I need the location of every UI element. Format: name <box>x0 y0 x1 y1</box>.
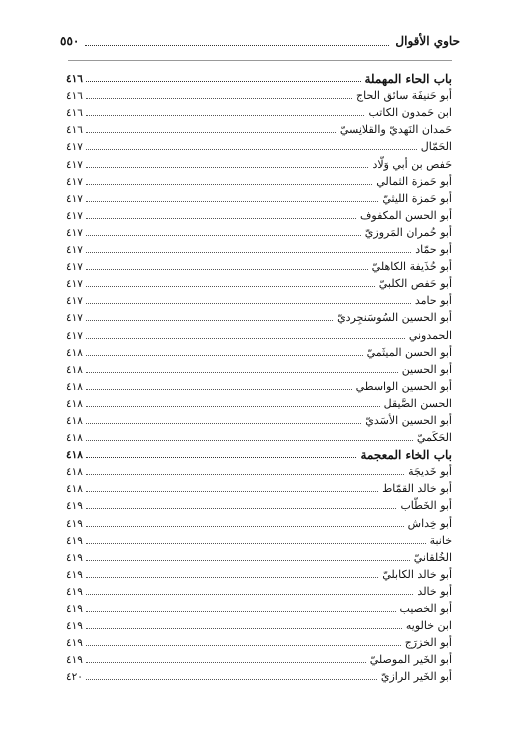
entry-title: أبو الخَير الموصليّ <box>369 653 452 667</box>
entry-page: ٤١٨ <box>66 363 83 376</box>
dot-leader <box>86 526 404 527</box>
index-entry <box>66 667 452 684</box>
entry-title: أبو حَمزة الليثيّ <box>382 191 452 205</box>
index-entry <box>66 240 452 257</box>
entry-title: أبو حَفص الكلبيّ <box>378 277 452 291</box>
dot-leader <box>86 491 378 492</box>
entry-title: أبو خالد الكابليّ <box>382 567 452 581</box>
index-entry <box>66 428 452 445</box>
entry-title: أبو حُذَيفة الكاهليّ <box>371 260 452 274</box>
index-entry <box>66 308 452 325</box>
dot-leader <box>86 286 375 287</box>
entry-page: ٤١٩ <box>66 517 83 530</box>
entry-page: ٤١٧ <box>66 158 83 171</box>
entry-title: أبو الحسين السُوسَنجِرديّ <box>337 311 452 325</box>
entry-page: ٤١٧ <box>66 244 83 257</box>
entry-page: ٤١٦ <box>66 124 83 137</box>
index-entry <box>66 411 452 428</box>
dot-leader <box>86 406 380 407</box>
entry-page: ٤١٩ <box>66 585 83 598</box>
entry-title: باب الحاء المهملة <box>364 72 452 87</box>
index-entry <box>66 616 452 633</box>
entry-page: ٤١٩ <box>66 603 83 615</box>
section-heading <box>66 69 452 86</box>
dot-leader <box>86 167 369 168</box>
entry-title: أبو حامد <box>414 294 452 308</box>
index-entry <box>66 120 452 137</box>
index-entry <box>66 274 452 291</box>
dot-leader <box>86 628 402 629</box>
entry-title: أبو خَديجَة <box>408 465 452 479</box>
entry-page: ٤١٩ <box>66 620 83 633</box>
entry-title: أبو الحسن المكفوف <box>360 208 452 222</box>
dot-leader <box>86 98 352 99</box>
index-entry <box>66 650 452 667</box>
entry-title: أبو حُمران المَروزيّ <box>364 225 452 239</box>
dot-leader <box>86 543 426 544</box>
entry-page: ٤١٨ <box>66 397 83 410</box>
book-title: حاوي الأقوال <box>395 34 460 48</box>
index-entry <box>66 565 452 582</box>
index-entry <box>66 496 452 513</box>
entry-title: أبو حَمزة الثمالي <box>376 174 452 188</box>
entry-title: باب الخاء المعجمة <box>360 448 452 463</box>
entry-title: أبو الحسين الواسطي <box>355 379 452 393</box>
entry-page: ٤٢٠ <box>66 671 83 684</box>
dot-leader <box>86 645 401 646</box>
entry-title: أبو الحسين <box>401 362 452 376</box>
dot-leader <box>86 115 365 116</box>
index-entry <box>66 360 452 377</box>
entry-page: ٤١٩ <box>66 568 83 581</box>
index-entry <box>66 462 452 479</box>
index-entry <box>66 223 452 240</box>
dot-leader <box>86 508 397 509</box>
entry-title: حَمدان النَهديّ والقلانِسيّ <box>339 123 452 137</box>
dot-leader <box>86 184 372 185</box>
entry-page: ٤١٨ <box>66 483 83 496</box>
entry-title: الحَمّال <box>420 140 452 154</box>
entry-page: ٤١٧ <box>66 278 83 291</box>
dot-leader <box>86 235 361 236</box>
index-entry <box>66 189 452 206</box>
index-entry <box>66 137 452 154</box>
entry-page: ٤١٨ <box>66 346 83 359</box>
entry-page: ٤١٨ <box>66 449 83 462</box>
entry-title: أبو خالد القمّاط <box>382 482 452 496</box>
index-entry <box>66 325 452 342</box>
entry-page: ٤١٨ <box>66 466 83 479</box>
dot-leader <box>86 252 411 253</box>
entry-title: أبو الحسين الأسَديّ <box>365 413 452 427</box>
dot-leader <box>86 577 378 578</box>
index-entry <box>66 479 452 496</box>
index-entry <box>66 343 452 360</box>
dot-leader <box>86 679 377 680</box>
entry-page: ٤١٩ <box>66 551 83 564</box>
entry-title: الحمدوني <box>408 328 452 342</box>
dot-leader <box>86 338 405 339</box>
entry-page: ٤١٦ <box>66 90 83 103</box>
index-entry <box>66 582 452 599</box>
entry-page: ٤١٧ <box>66 261 83 274</box>
entry-page: ٤١٧ <box>66 312 83 325</box>
entry-page: ٤١٧ <box>66 141 83 154</box>
index-entry <box>66 86 452 103</box>
index-entry <box>66 291 452 308</box>
index-entry <box>66 394 452 411</box>
index-entry <box>66 257 452 274</box>
running-header <box>60 31 460 51</box>
index-entry <box>66 633 452 650</box>
entry-page: ٤١٧ <box>66 175 83 188</box>
entry-page: ٤١٨ <box>66 414 83 427</box>
dot-leader <box>86 662 366 663</box>
dot-leader <box>86 132 336 133</box>
dot-leader <box>86 81 361 82</box>
header-rule <box>68 60 452 61</box>
dot-leader <box>86 440 413 441</box>
dot-leader <box>86 457 357 458</box>
header-dot-leader <box>85 37 389 46</box>
entry-page: ٤١٩ <box>66 637 83 650</box>
dot-leader <box>86 218 356 219</box>
entry-title: خانبة <box>429 533 452 547</box>
entry-page: ٤١٩ <box>66 654 83 667</box>
entry-page: ٤١٧ <box>66 192 83 205</box>
entry-title: الخُلقانيّ <box>413 550 452 564</box>
entry-page: ٤١٩ <box>66 534 83 547</box>
index-entry <box>66 513 452 530</box>
entry-title: ابن خالويه <box>405 619 452 633</box>
entry-title: أبو الخَير الرازيّ <box>380 670 452 684</box>
entry-title: أبو حمّاد <box>415 243 452 257</box>
index-entry <box>66 103 452 120</box>
index-entry <box>66 377 452 394</box>
entry-title: أبو الخَطّاب <box>400 499 452 513</box>
index-list <box>66 69 452 684</box>
dot-leader <box>86 320 333 321</box>
dot-leader <box>86 389 352 390</box>
entry-title: أبو حَنيفَة سائق الحاج <box>356 89 452 103</box>
entry-title: الحسن الصَّيقل <box>383 396 452 410</box>
entry-page: ٤١٧ <box>66 329 83 342</box>
dot-leader <box>86 303 411 304</box>
entry-title: أبو خِداش <box>407 516 452 530</box>
entry-title: أبو الخزرَج <box>404 636 452 650</box>
dot-leader <box>86 423 361 424</box>
dot-leader <box>86 594 414 595</box>
entry-page: ٤١٦ <box>66 73 83 86</box>
entry-page: ٤١٦ <box>66 107 83 120</box>
entry-title: أبو الخصيب <box>399 602 452 615</box>
entry-page: ٤١٩ <box>66 500 83 513</box>
index-entry <box>66 531 452 548</box>
index-entry <box>66 548 452 565</box>
entry-title: أبو خالد <box>417 584 452 598</box>
dot-leader <box>86 474 404 475</box>
dot-leader <box>86 355 363 356</box>
index-entry <box>66 206 452 223</box>
dot-leader <box>86 201 378 202</box>
dot-leader <box>86 611 396 612</box>
dot-leader <box>86 269 368 270</box>
entry-title: أبو الحسن الميثَميّ <box>366 345 452 359</box>
dot-leader <box>86 149 417 150</box>
entry-page: ٤١٨ <box>66 432 83 445</box>
entry-page: ٤١٧ <box>66 295 83 308</box>
dot-leader <box>86 372 398 373</box>
page-number: ٥٥٠ <box>60 34 80 48</box>
entry-title: حَفص بن أبي وَلّاد <box>372 157 452 171</box>
entry-title: الحَكَميّ <box>416 431 452 445</box>
section-heading <box>66 445 452 462</box>
index-entry <box>66 154 452 171</box>
index-entry <box>66 599 452 616</box>
index-entry <box>66 172 452 189</box>
dot-leader <box>86 560 410 561</box>
entry-page: ٤١٨ <box>66 380 83 393</box>
entry-title: ابن حَمدون الكاتب <box>368 106 452 120</box>
entry-page: ٤١٧ <box>66 226 83 239</box>
entry-page: ٤١٧ <box>66 209 83 222</box>
